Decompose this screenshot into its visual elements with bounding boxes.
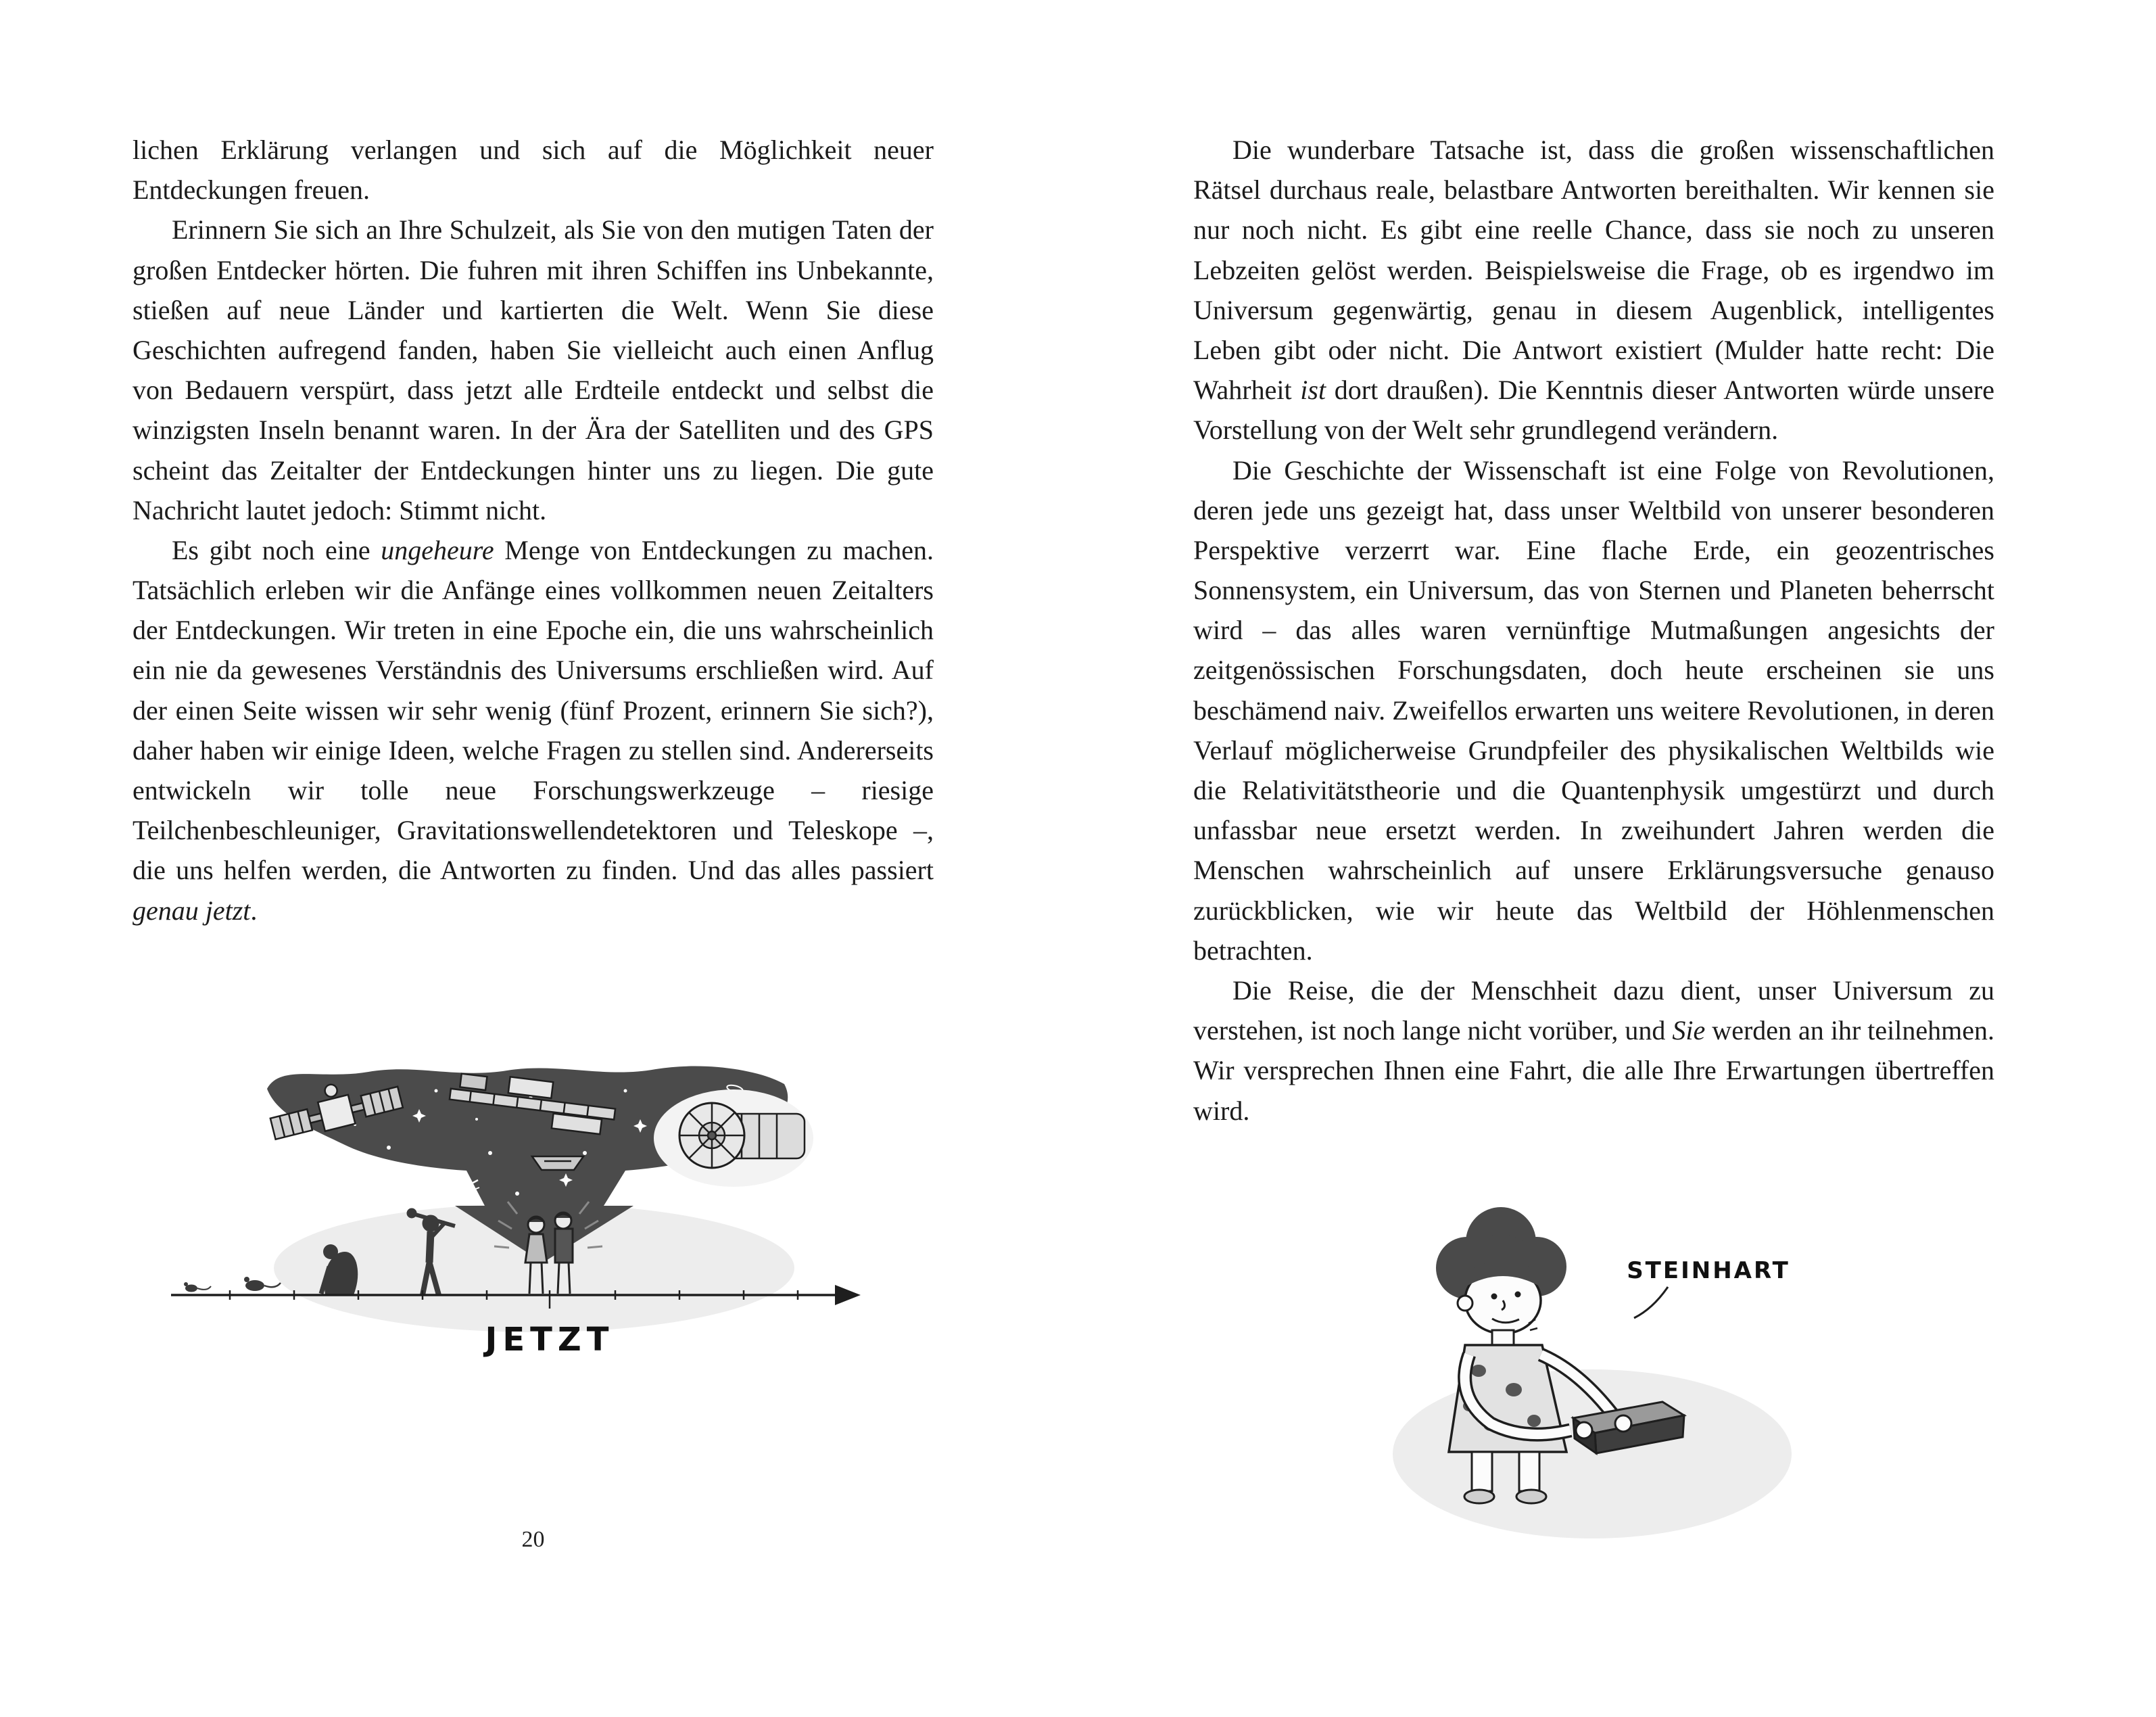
left-text-column xyxy=(133,130,934,931)
text-segment: dort draußen). Die Kenntnis dieser Antworten würde unsere Vorstellung von der Welt sehr grundlegend verändern. xyxy=(1193,375,1995,446)
label-pointer-line xyxy=(1634,1287,1668,1318)
text-segment: werden an ihr teilnehmen. Wir versprechen Ihnen eine Fahrt, die alle Ihre Erwartungen übertreffen wird. xyxy=(1193,1015,1995,1126)
paragraph xyxy=(1193,130,1994,450)
caveman-illustration xyxy=(1389,1200,1812,1555)
text-segment: Erinnern Sie sich an Ihre Schulzeit, als Sie von den mutigen Taten der großen Entdecker hörten. Die fuhren mit ihren Schiffen ins Unbekannte, stießen auf neue Länder und kartierten die Welt. Wenn Sie diese Geschichten aufregend fanden, haben Sie vielleicht auch einen Anflug von Bedauern verspürt, dass jetzt alle Erdteile entdeckt und selbst die winzigsten Inseln benannt waren. In der Ära der Satelliten und des GPS scheint das Zeitalter der Entdeckungen hinter uns zu liegen. Die gute Nachricht lautet jedoch: Stimmt nicht. xyxy=(133,214,934,525)
page-number: 20 xyxy=(521,1527,545,1552)
paragraph xyxy=(1193,970,1994,1131)
discovery-timeline-illustration xyxy=(152,1052,879,1386)
rat-figure xyxy=(244,1277,281,1291)
text-segment-italic: ungeheure xyxy=(381,534,494,565)
mouse-figure xyxy=(184,1282,211,1292)
paragraph xyxy=(1193,450,1994,970)
caveman-neck xyxy=(1492,1330,1514,1345)
text-segment: Die Reise, die der Menschheit dazu dient, unser Universum zu verstehen, ist noch lange nicht vorüber, und xyxy=(1193,974,1994,1046)
text-segment: . xyxy=(250,895,258,926)
caveman-hand-right xyxy=(1615,1415,1631,1432)
right-text-column xyxy=(1193,130,1994,1131)
paragraph xyxy=(133,210,934,530)
text-segment-italic: ist xyxy=(1300,375,1326,406)
text-segment-italic: genau jetzt xyxy=(133,895,251,926)
steinhart-label: STEINHART xyxy=(1627,1257,1790,1284)
text-segment: Die Geschichte der Wissenschaft ist eine Folge von Revolutionen, deren jede uns gezeigt hat, dass unser Weltbild von unserer besonderen Perspektive verzerrt war. Eine flache Erde, ein geozentrisches Sonnensystem, ein Universum, das von Sternen und Planeten beherrscht wird – das alles waren vernünftige Mutmaßungen angesichts der zeitgenössischen Forschungsdaten, doch heute erscheinen sie uns beschämend naiv. Zweifellos erwarten uns weitere Revolutionen, in deren Verlauf möglicherweise Grundpfeiler des physikalischen Weltbilds wie die Relativitätstheorie und die Quantenphysik umgestürzt und durch unfassbar neue ersetzt werden. In zweihundert Jahren werden die Menschen wahrscheinlich auf unsere Erklärungsversuche genauso zurückblicken, wie wir heute das Weltbild der Höhlenmenschen betrachten. xyxy=(1193,454,1994,966)
paragraph xyxy=(133,530,934,931)
text-segment-italic: Sie xyxy=(1672,1015,1706,1046)
jetzt-label: JETZT xyxy=(485,1321,615,1359)
caveman-ear xyxy=(1458,1296,1472,1311)
text-segment: Menge von Entdeckungen zu machen. Tatsächlich erleben wir die Anfänge eines vollkommen neuen Zeitalters der Entdeckungen. Wir treten in eine Epoche ein, die uns wahrscheinlich ein nie da gewesenes Verständnis des Universums erschließen wird. Auf der einen Seite wissen wir sehr wenig (fünf Prozent, erinnern Sie sich?), daher haben wir einige Ideen, welche Fragen zu stellen sind. Andererseits entwickeln wir tolle neue Forschungswerkzeuge – riesige Teilchenbeschleuniger, Gravitationswellendetektoren und Teleskope –, die uns helfen werden, die Antworten zu finden. Und das alles passiert xyxy=(133,534,934,886)
rowboat-icon xyxy=(532,1156,583,1170)
paragraph-continuation xyxy=(133,130,934,210)
wheel-spaceship-icon xyxy=(654,1089,813,1187)
caveman-hand-left xyxy=(1576,1422,1592,1438)
text-segment: Es gibt noch eine xyxy=(172,534,381,565)
text-segment: lichen Erklärung verlangen und sich auf die Möglichkeit neuer Entdeckungen freuen. xyxy=(133,135,934,206)
text-segment: Die wunderbare Tatsache ist, dass die großen wissenschaftlichen Rätsel durchaus reale, belastbare Antworten bereithalten. Wir kennen sie nur noch nicht. Es gibt eine reelle Chance, dass sie noch zu unseren Lebzeiten gelöst werden. Beispielsweise die Frage, ob es irgendwo im Universum gegenwärtig, genau in diesem Augenblick, intelligentes Leben gibt oder nicht. Die Antwort existiert (Mulder hatte recht: Die Wahrheit xyxy=(1193,135,1994,406)
